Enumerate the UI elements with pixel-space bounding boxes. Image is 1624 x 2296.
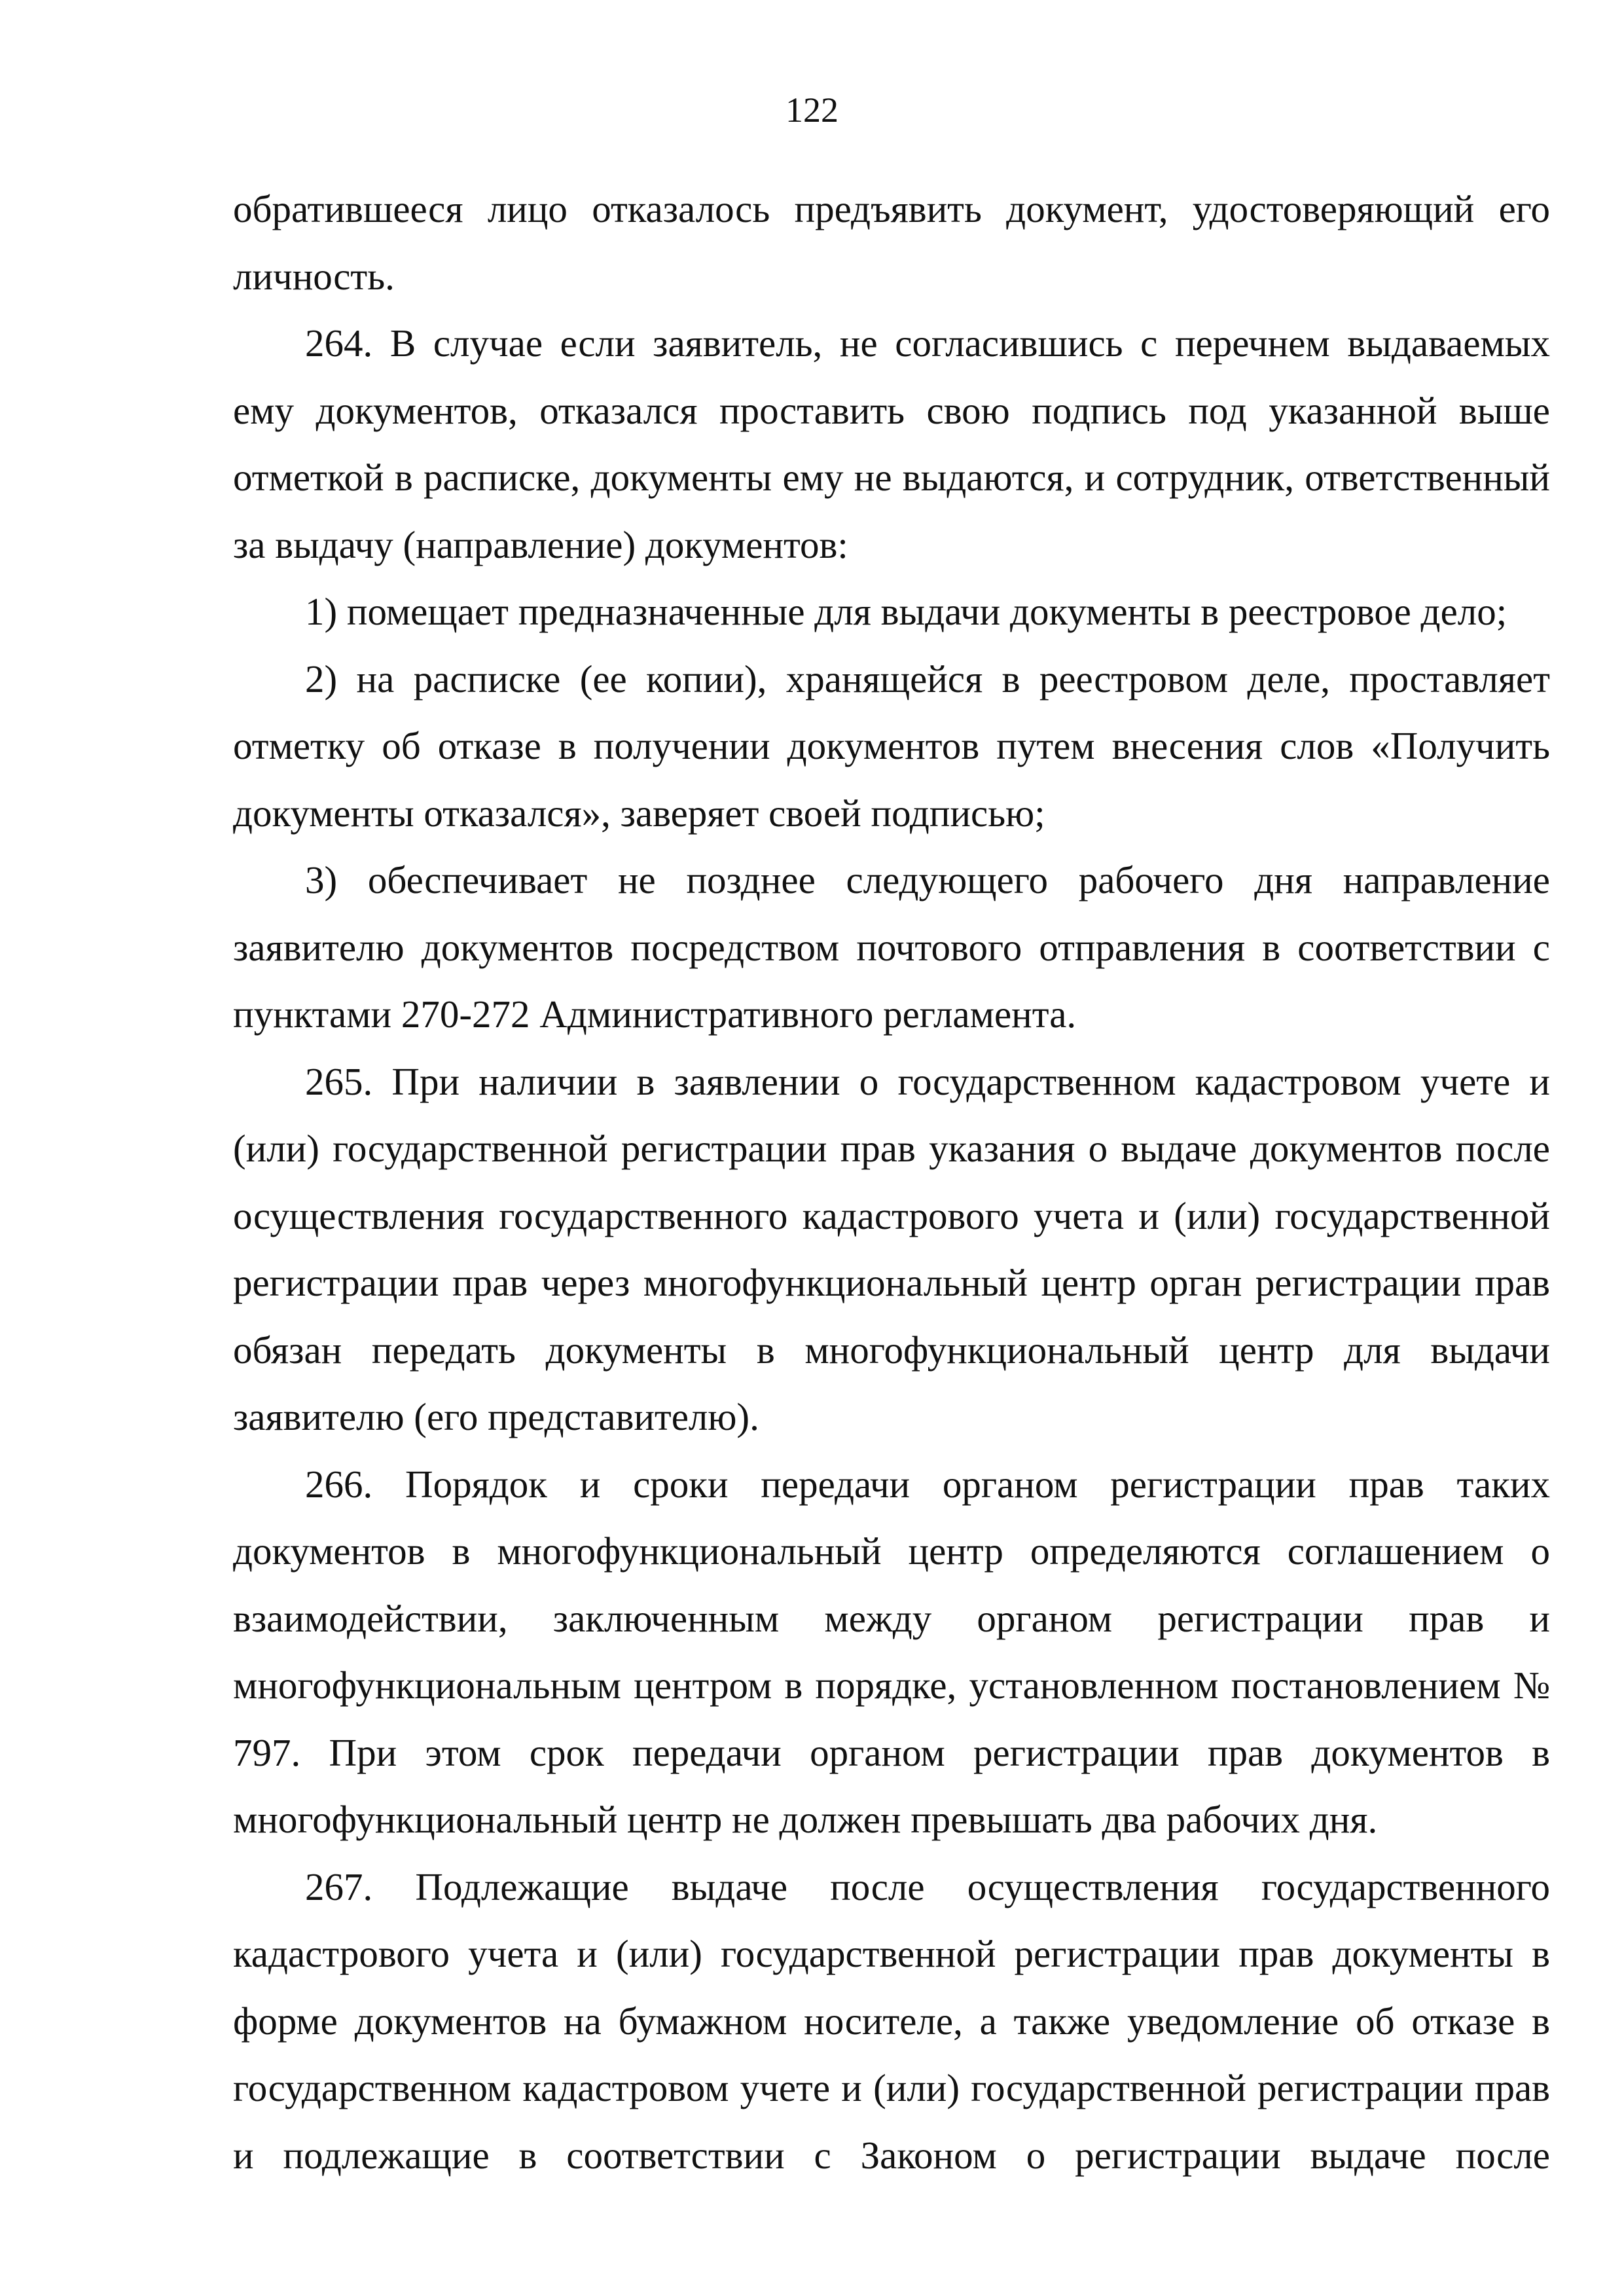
paragraph-265: 265. При наличии в заявлении о государственном кадастровом учете и (или) государственной регистрации прав указания о выдаче документов после осуществления государственного кадастрового учета и (или) государственной регистрации прав через многофункциональный центр орган регистрации прав обязан передать документы в многофункциональный центр для выдачи заявителю (его представителю). [233,1059,1550,1438]
document-body [233,175,1550,2189]
paragraph-264: 264. В случае если заявитель, не согласившись с перечнем выдаваемых ему документов, отказался проставить свою подпись под указанной выше отметкой в расписке, документы ему не выдаются, и сотрудник, ответственный за выдачу (направление) документов: [233,321,1550,566]
paragraph-264-item-1: 1) помещает предназначенные для выдачи документы в реестровое дело; [305,590,1507,633]
paragraph-267: 267. Подлежащие выдаче после осуществления государственного кадастрового учета и (или) государственной регистрации прав документы в форме документов на бумажном носителе, а также уведомление об отказе в государственном кадастровом учете и (или) государственной регистрации прав и подлежащие в соответствии с Законом о регистрации выдаче после [233,1865,1550,2177]
paragraph-266: 266. Порядок и сроки передачи органом регистрации прав таких документов в многофункциональный центр определяются соглашением о взаимодействии, заключенным между органом регистрации прав и многофункциональным центром в порядке, установленном постановлением № 797. При этом срок передачи органом регистрации прав документов в многофункциональный центр не должен превышать два рабочих дня. [233,1462,1550,1841]
paragraph-continued: обратившееся лицо отказалось предъявить документ, удостоверяющий его личность. [233,187,1550,298]
paragraph-264-item-3: 3) обеспечивает не позднее следующего рабочего дня направление заявителю документов посредством почтового отправления в соответствии с пунктами 270-272 Административного регламента. [233,858,1550,1036]
paragraph-264-item-2: 2) на расписке (ее копии), хранящейся в реестровом деле, проставляет отметку об отказе в получении документов путем внесения слов «Получить документы отказался», заверяет своей подписью; [233,657,1550,835]
page-number: 122 [785,90,839,130]
